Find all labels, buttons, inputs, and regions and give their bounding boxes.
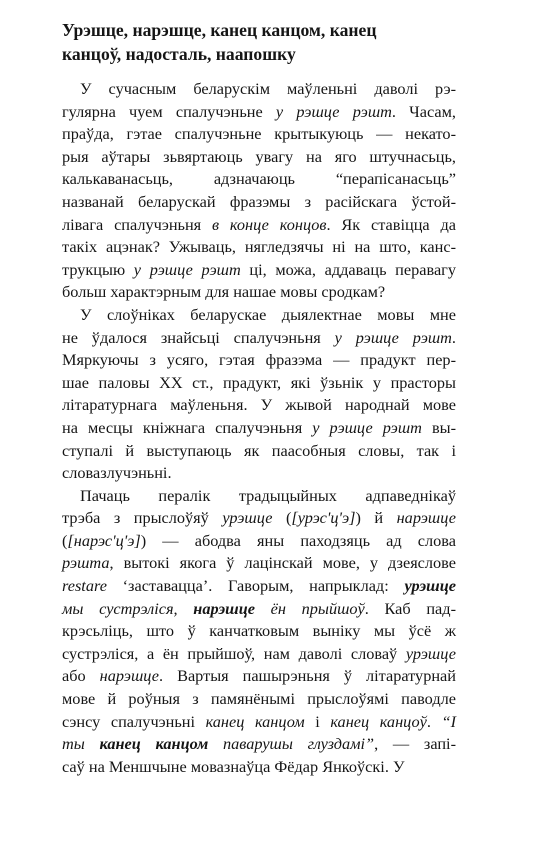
text-run: (: [272, 508, 292, 528]
text-run: . Як ставіцца да: [326, 214, 456, 234]
text-run: крэсьліць, што ў канчатковым выніку мы ўсё ж: [62, 621, 456, 641]
article-heading: [62, 18, 456, 66]
text-run: ці, можа, аддаваць перавагу: [240, 259, 456, 279]
italic-text: в конце концов: [212, 214, 327, 234]
text-run: шае паловы ХХ ст., прадукт, які ўзьнік у прасторы: [62, 372, 456, 392]
italic-text: restare: [62, 576, 107, 596]
text-line: [62, 327, 456, 350]
text-run: на месцы кніжнага спалучэньня: [62, 417, 313, 437]
text-line: [62, 665, 456, 688]
text-line: [62, 146, 456, 169]
text-run: такіх ацэнак? Ужываць, нягледзячы ні на што, канс-: [62, 237, 456, 257]
text-line: [62, 688, 456, 711]
text-line: [62, 530, 456, 553]
text-line: [62, 259, 456, 282]
text-run: саў на Меншчыне мовазнаўца Фёдар Янкоўскі. У: [62, 756, 405, 776]
text-run: ‘заставацца’. Гаворым, напрыклад:: [106, 576, 405, 596]
text-line: [62, 440, 456, 463]
text-line: [62, 485, 456, 508]
text-run: і: [304, 711, 331, 731]
text-run: . Вартыя пашырэньня ў літаратурнай: [159, 666, 456, 686]
text-run: сэнсу спалучэньні: [62, 711, 206, 731]
text-run: ) й: [355, 508, 397, 528]
text-run: рыя аўтары зьвяртаюць увагу на яго штучнасьць,: [62, 146, 456, 166]
text-line: [62, 417, 456, 440]
italic-text: у рэшце рэшт: [275, 101, 392, 121]
text-run: больш характэрным для нашае мовы сродкам?: [62, 282, 386, 302]
text-line: [62, 304, 456, 327]
text-run: названай беларускай фразэмы з расійскага ўстой-: [62, 191, 456, 211]
text-line: [62, 643, 456, 666]
text-line: [62, 101, 456, 124]
article-body: [62, 78, 456, 778]
text-run: трукцыю: [62, 259, 134, 279]
text-line: [62, 236, 456, 259]
italic-text: канец канцоў: [330, 711, 427, 731]
text-line: [62, 462, 456, 485]
text-line: [62, 78, 456, 101]
text-run: У слоўніках беларускае дыялектнае мовы мне: [80, 304, 456, 324]
italic-text: паварушы глуздамі”: [208, 734, 375, 754]
italic-text: [нарэс'ц'э]: [67, 530, 141, 550]
italic-text: ты: [62, 734, 100, 754]
text-run: . Каб пад-: [364, 598, 456, 618]
heading-line: Урэшце, нарэшце, канец канцом, канец: [62, 20, 377, 40]
text-line: [62, 394, 456, 417]
text-line: [62, 281, 456, 304]
text-run: трэба з прыслоўяў: [62, 508, 223, 528]
italic-text: ён прыйшоў: [255, 598, 365, 618]
text-run: . Часам,: [391, 101, 456, 121]
bold-italic-text: урэшце: [404, 576, 456, 596]
italic-text: урэшце: [222, 508, 273, 528]
text-line: [62, 372, 456, 395]
text-run: Мяркуючы з усяго, гэтая фразэма — прадукт пер-: [62, 350, 456, 370]
text-run: У сучасным беларускім маўленьні даволі рэ-: [80, 79, 456, 98]
text-run: Пачаць пералік традыцыйных адпаведнікаў: [80, 485, 456, 505]
italic-text: нарэшце: [396, 508, 456, 528]
paragraph: [62, 78, 456, 304]
text-line: [62, 507, 456, 530]
document-page: [62, 18, 456, 778]
text-run: .: [426, 711, 442, 731]
heading-line: канцоў, надосталь, наапошку: [62, 44, 296, 64]
paragraph: [62, 304, 456, 485]
italic-text: у рэшце рэшт: [312, 417, 422, 437]
italic-text: нарэшце: [99, 666, 160, 686]
italic-text: рэшта: [62, 553, 110, 573]
italic-text: канец канцом: [205, 711, 305, 731]
text-run: , — запі-: [374, 734, 456, 754]
text-line: [62, 123, 456, 146]
text-line: [62, 756, 456, 779]
text-line: [62, 711, 456, 734]
paragraph: [62, 485, 456, 779]
text-run: словазлучэньні.: [62, 463, 172, 483]
italic-text: у рэшце рэшт: [334, 327, 452, 347]
text-run: праўда, гэтае спалучэньне крытыкуюць — некато-: [62, 124, 456, 144]
bold-italic-text: канец канцом: [99, 734, 209, 754]
text-run: вы-: [421, 417, 456, 437]
italic-text: [урэс'ц'э]: [291, 508, 356, 528]
text-line: [62, 733, 456, 756]
text-line: [62, 575, 456, 598]
text-line: [62, 598, 456, 621]
italic-text: “І: [441, 711, 456, 731]
text-run: калькаванасьць, адзначаюць “перапісанасьць”: [62, 169, 456, 189]
text-line: [62, 552, 456, 575]
text-run: літаратурнага маўленьня. У жывой народнай мове: [62, 395, 456, 415]
text-run: мове й роўныя з памянёнымі прыслоўямі паводле: [62, 689, 456, 709]
text-line: [62, 620, 456, 643]
text-run: ) — абодва яны паходзяць ад слова: [140, 530, 456, 550]
text-run: не ўдалося знайсьці спалучэньня: [62, 327, 335, 347]
text-line: [62, 191, 456, 214]
italic-text: мы сустрэліся,: [62, 598, 194, 618]
text-line: [62, 214, 456, 237]
text-run: , вытокі якога ў лацінскай мове, у дзеяслове: [109, 553, 456, 573]
text-run: гулярна чуем спалучэньне: [62, 101, 276, 121]
text-run: .: [451, 327, 456, 347]
italic-text: урэшце: [405, 643, 456, 663]
text-run: сустрэліся, а ён прыйшоў, нам даволі словаў: [62, 643, 406, 663]
italic-text: у рэшце рэшт: [133, 259, 241, 279]
text-run: або: [62, 666, 100, 686]
bold-italic-text: нарэшце: [193, 598, 255, 618]
text-run: (: [62, 530, 68, 550]
text-run: лівага спалучэньня: [62, 214, 213, 234]
text-line: [62, 349, 456, 372]
text-run: ступалі й выступаюць як паасобныя словы, так і: [62, 440, 456, 460]
text-line: [62, 168, 456, 191]
